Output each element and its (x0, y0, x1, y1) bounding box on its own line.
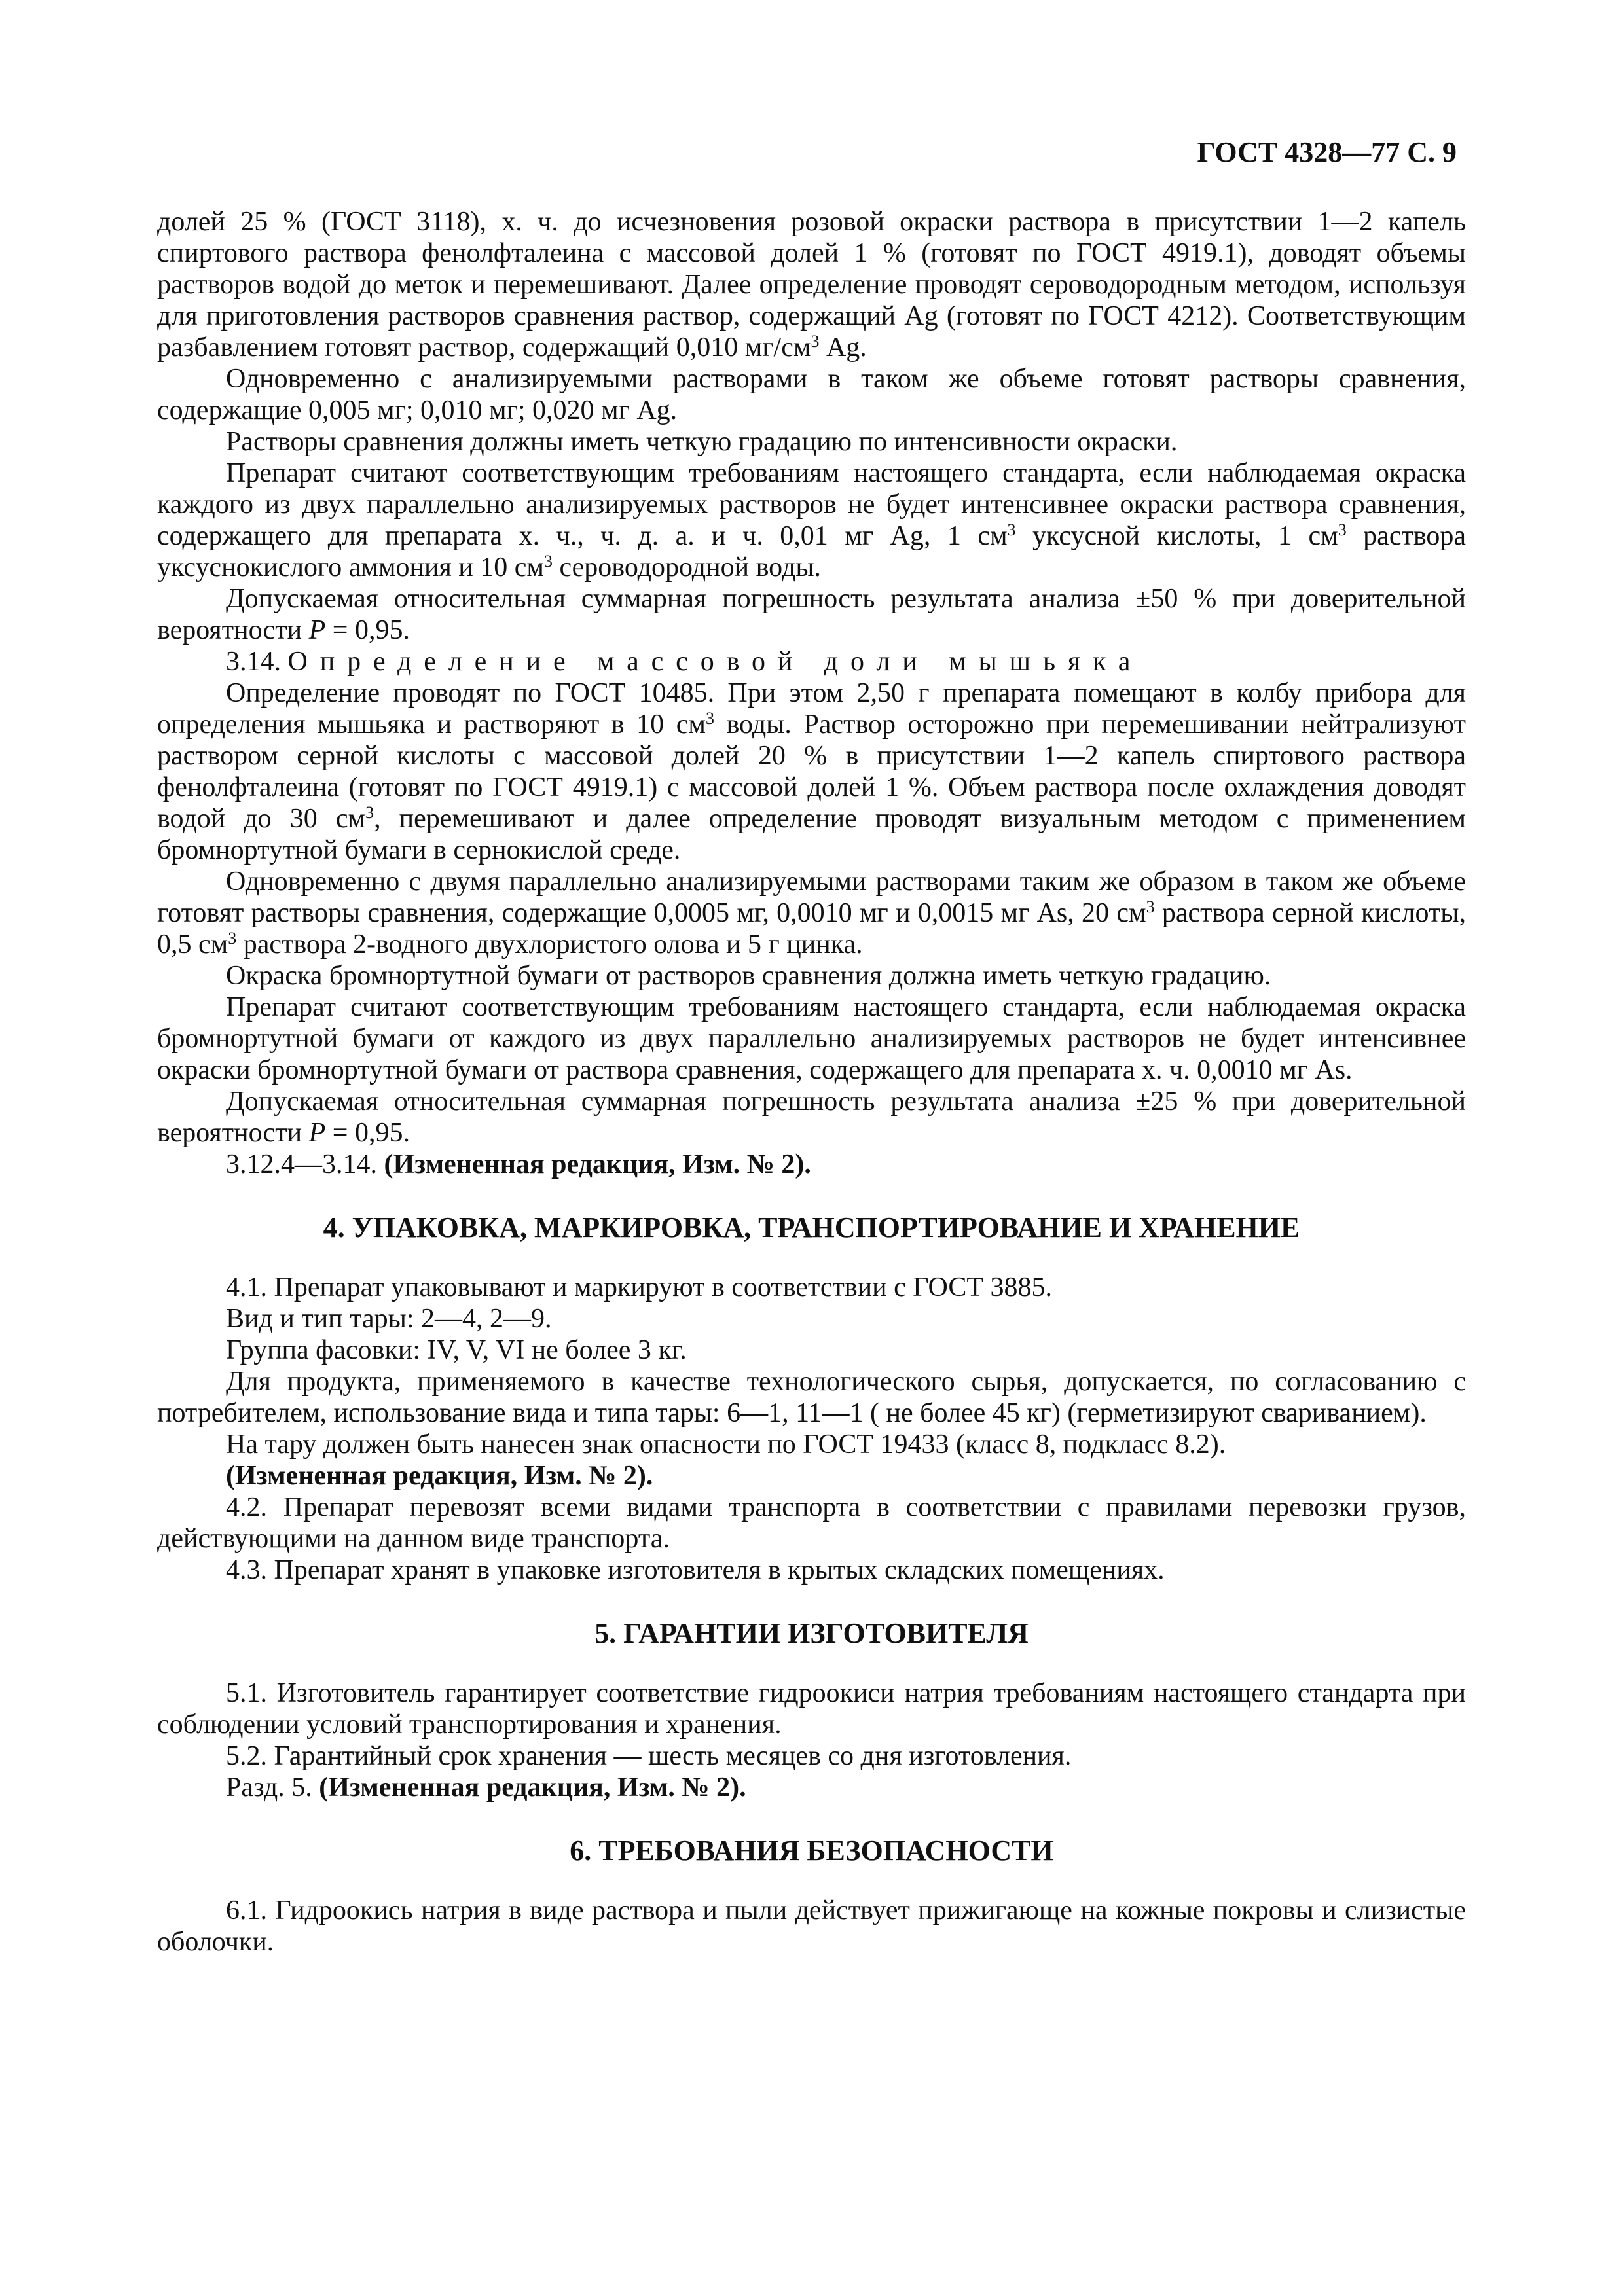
paragraph: Одновременно с анализируемыми растворами в таком же объеме готовят растворы сравнения, содержащие 0,005 мг; 0,010 мг; 0,020 мг Ag. (157, 364, 1466, 425)
paragraph (157, 206, 1466, 363)
superscript: 3 (705, 709, 714, 728)
text-run: Определение проводят по ГОСТ 10485. При этом 2,50 г препарата помещают в колбу прибора для определения мышьяка и растворяют в 10 см (157, 678, 1466, 740)
text-run: , перемешивают и далее определение проводят визуальным методом с применением бромнортутной бумаги в сернокислой среде. (157, 804, 1466, 865)
paragraph (157, 583, 1466, 646)
text-run: Ag. (819, 332, 867, 363)
text-run: долей 25 % (ГОСТ 3118), х. ч. до исчезновения розовой окраски раствора в присутствии 1—2 капель спиртового раствора фенолфталеина с массовой долей 1 % (готовят по ГОСТ 4919.1), доводят объемы растворов водой до меток и перемешивают. Далее определение проводят сероводородным методом, используя для приготовления растворов сравнения раствор, содержащий Ag (готовят по ГОСТ 4212). Соответствующим разбавлением готовят раствор, содержащий 0,010 мг/см (157, 207, 1466, 363)
text-run: = 0,95. (325, 1118, 410, 1148)
text-run: Одновременно с двумя параллельно анализируемыми растворами таким же образом в таком же объеме готовят растворы сравнения, содержащие 0,0005 мг, 0,0010 мг и 0,0015 мг As, 20 см (157, 867, 1466, 928)
section-4-title: 4. УПАКОВКА, МАРКИРОВКА, ТРАНСПОРТИРОВАНИЕ И ХРАНЕНИЕ (323, 1211, 1300, 1244)
paragraph: 5.2. Гарантийный срок хранения — шесть месяцев со дня изготовления. (226, 1741, 1072, 1771)
text-run: сероводородной воды. (553, 552, 822, 583)
paragraph: Вид и тип тары: 2—4, 2—9. (226, 1304, 552, 1334)
superscript: 3 (365, 803, 374, 822)
paragraph (157, 457, 1466, 583)
superscript: 3 (1007, 520, 1016, 539)
paragraph: 6.1. Гидроокись натрия в виде раствора и пыли действует прижигающе на кожные покровы и слизистые оболочки. (157, 1895, 1466, 1957)
italic-variable: P (308, 1118, 326, 1148)
text-run: Допускаемая относительная суммарная погрешность результата анализа ±50 % при доверительной вероятности (157, 584, 1466, 645)
amendment-note: (Измененная редакция, Изм. № 2). (384, 1149, 811, 1179)
text-run: раствора 2-водного двухлористого олова и 5 г цинка. (236, 929, 863, 960)
amendment-note (157, 1460, 1466, 1492)
paragraph (157, 1086, 1466, 1149)
paragraph: 4.1. Препарат упаковывают и маркируют в соответствии с ГОСТ 3885. (226, 1272, 1052, 1302)
superscript: 3 (811, 332, 820, 351)
paragraph: 5.1. Изготовитель гарантирует соответствие гидроокиси натрия требованиям настоящего стандарта при соблюдении условий транспортирования и хранения. (157, 1678, 1466, 1740)
clause-number: 3.14. (226, 647, 288, 677)
text-run: Допускаемая относительная суммарная погрешность результата анализа ±25 % при доверительной вероятности (157, 1086, 1466, 1148)
section-6-title: 6. ТРЕБОВАНИЯ БЕЗОПАСНОСТИ (570, 1835, 1053, 1867)
italic-variable: P (308, 615, 326, 645)
superscript: 3 (544, 552, 553, 571)
text-run: Разд. 5. (226, 1772, 319, 1803)
paragraph: 4.2. Препарат перевозят всеми видами транспорта в соответствии с правилами перевозки грузов, действующими на данном виде транспорта. (157, 1492, 1466, 1554)
document-body (157, 206, 1466, 1958)
paragraph: Группа фасовки: IV, V, VI не более 3 кг. (226, 1335, 687, 1365)
paragraph (157, 677, 1466, 866)
paragraph: На тару должен быть нанесен знак опасности по ГОСТ 19433 (класс 8, подкласс 8.2). (226, 1429, 1226, 1460)
paragraph: 4.3. Препарат хранят в упаковке изготовителя в крытых складских помещениях. (226, 1555, 1165, 1585)
superscript: 3 (1338, 520, 1347, 539)
paragraph: Окраска бромнортутной бумаги от растворов сравнения должна иметь четкую градацию. (226, 961, 1271, 991)
section-5-title: 5. ГАРАНТИИ ИЗГОТОВИТЕЛЯ (594, 1617, 1029, 1649)
paragraph (157, 1772, 1466, 1803)
amendment-note-text: (Измененная редакция, Изм. № 2). (226, 1461, 653, 1491)
paragraph: Растворы сравнения должны иметь четкую градацию по интенсивности окраски. (226, 427, 1178, 457)
subsection-heading (157, 646, 1466, 677)
page-header: ГОСТ 4328—77 С. 9 (1197, 136, 1457, 168)
text-run: уксусной кислоты, 1 см (1015, 521, 1338, 551)
text-run: 3.12.4—3.14. (226, 1149, 384, 1179)
paragraph (157, 1149, 1466, 1180)
superscript: 3 (228, 929, 237, 948)
text-run: воды. Раствор осторожно при перемешивании нейтрализуют раствором серной кислоты с массовой долей 20 % в присутствии 1—2 капель спиртового раствора фенолфталеина (готовят по ГОСТ 4919.1) с массовой долей 1 %. Объем раствора после охлаждения доводят водой до 30 см (157, 709, 1466, 834)
superscript: 3 (1146, 897, 1155, 916)
paragraph: Для продукта, применяемого в качестве технологического сырья, допускается, по согласованию с потребителем, использование вида и типа тары: 6—1, 11—1 ( не более 45 кг) (герметизируют свариванием). (157, 1367, 1466, 1428)
text-run: Препарат считают соответствующим требованиям настоящего стандарта, если наблюдаемая окраска каждого из двух параллельно анализируемых растворов не будет интенсивнее окраски раствора сравнения, содержащего для препарата х. ч., ч. д. а. и ч. 0,01 мг Ag, 1 см (157, 458, 1466, 551)
paragraph (157, 866, 1466, 960)
amendment-note: (Измененная редакция, Изм. № 2). (319, 1772, 746, 1803)
paragraph: Препарат считают соответствующим требованиям настоящего стандарта, если наблюдаемая окраска бромнортутной бумаги от каждого из двух параллельно анализируемых растворов не будет интенсивнее окраски бромнортутной бумаги от раствора сравнения, содержащего для препарата х. ч. 0,0010 мг As. (157, 992, 1466, 1085)
text-run: = 0,95. (325, 615, 410, 645)
spaced-heading: Определение массовой доли мышьяка (287, 647, 1143, 677)
text-run: раствора серной кислоты, 0,5 см (157, 898, 1466, 960)
text-run: раствора уксуснокислого аммония и 10 см (157, 521, 1466, 583)
